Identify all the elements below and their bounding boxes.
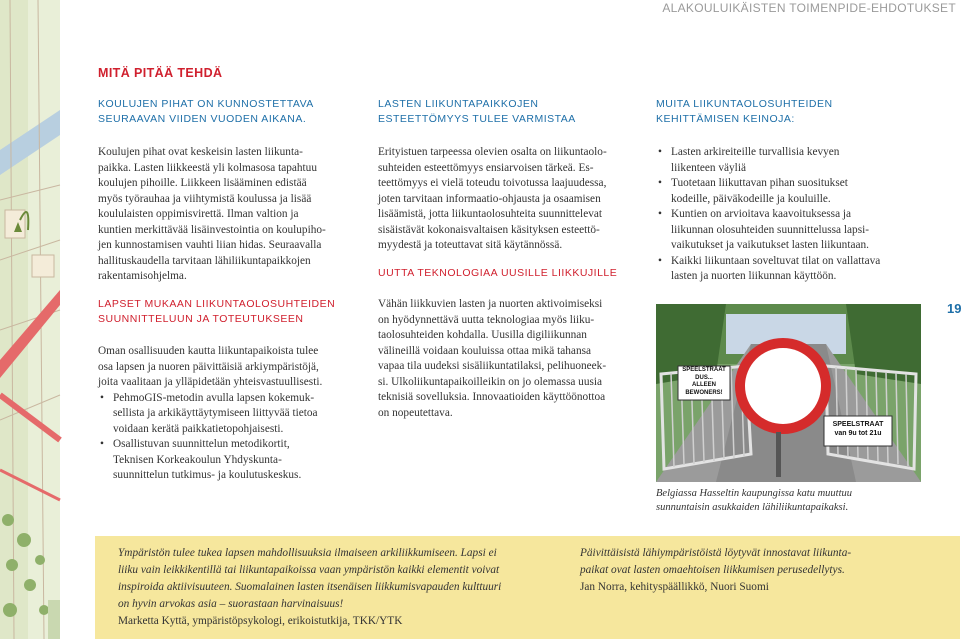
quote-norra: [580, 545, 851, 596]
bullet-line: Teknisen Korkeakoulun Yhdyskunta-: [113, 453, 282, 466]
body-line: teknisiä sovelluksia. Innovaatioiden käyttöönottoa: [378, 391, 606, 403]
bullet-line: liikunnan olosuhteiden suunnittelussa lapsi-: [671, 223, 869, 236]
caption-line: sunnuntaisin asukkaiden lähiliikuntapaikaksi.: [656, 501, 849, 513]
heading-line: LASTEN LIIKUNTAPAIKKOJEN: [378, 98, 539, 110]
col2-heading2: [378, 266, 617, 281]
quote-author: Jan Norra, kehityspäällikkö, Nuori Suomi: [580, 581, 769, 593]
heading-line: LAPSET MUKAAN LIIKUNTAOLOSUHTEIDEN: [98, 298, 336, 310]
body-line: on hyödynnettävä uutta teknologiaa myös liiku-: [378, 313, 595, 326]
body-line: Koulujen pihat ovat keskeisin lasten liikunta-: [98, 146, 303, 158]
col1-heading: [98, 97, 314, 127]
bullet-line: suunnittelun tutkimus- ja koulutuskeskus.: [113, 469, 302, 481]
col1-heading2: [98, 297, 335, 327]
body-line: teettömyys ei vielä toteudu toivotussa laajuudessa,: [378, 177, 607, 189]
col1-body: [98, 145, 326, 285]
sign-line: SPEELSTRAAT: [832, 421, 884, 428]
bullet-line: • Kuntien on arvioitava kaavoituksessa ja: [671, 208, 852, 220]
col2-body: [378, 145, 607, 254]
body-line: paikka. Lasten liikkeestä yli kolmasosa tapahtuu: [98, 161, 317, 174]
bullet-line: sellista ja arkikäyttäytymiseen liittyvää tietoa: [113, 407, 318, 419]
bullet-item: [98, 391, 322, 438]
sign-line: DUS...: [695, 374, 713, 381]
bullet-line: • Lasten arkireiteille turvallisia kevyen: [671, 146, 840, 158]
body-line: lisäämistä, jotta liikuntaolosuhteita suunnittelevat: [378, 208, 603, 220]
body-line: myös työrauhaa ja viihtymistä koulussa ja lisää: [98, 192, 312, 205]
bullet-item: [656, 176, 880, 207]
photo-caption: [656, 487, 852, 514]
body-line: myydestä ja toteuttavat sitä käytännössä.: [378, 239, 563, 251]
bullet-item: [656, 207, 880, 254]
bullet-line: liikenteen väyliä: [671, 161, 746, 174]
quote-line: inspiroida aktiivisuuteen. Suomalainen lasten itsenäisen liikkumisvapauden kulttuuri: [118, 581, 502, 593]
sign-line: van 9u tot 21u: [834, 430, 882, 437]
body-line: on nopeutettava.: [378, 406, 453, 419]
bullet-item: [98, 437, 322, 484]
body-line: taolosuhteiden kohdalla. Uusilla digiliikunnan: [378, 329, 587, 341]
body-line: hallituskaudella tarvitaan lähiliikuntapaikkojen: [98, 254, 311, 267]
bullet-line: • Kaikki liikuntaan soveltuvat tilat on vallattava: [671, 254, 881, 267]
quote-line: paikat ovat lasten omaehtoisen liikkumisen perusedellytys.: [580, 564, 845, 576]
col1-body2: [98, 344, 322, 484]
col3-bullet-list: [656, 145, 880, 285]
body-line: koululaisten oppimisvirettä. Ilman valtion ja: [98, 208, 299, 220]
caption-line: Belgiassa Hasseltin kaupungissa katu muuttuu: [656, 488, 852, 499]
heading-line: SUUNNITTELUUN JA TOTEUTUKSEEN: [98, 313, 304, 325]
col2-heading: [378, 97, 576, 127]
running-header: ALAKOULUIKÄISTEN TOIMENPIDE-EHDOTUKSET: [662, 1, 956, 15]
bullet-line: • Osallistuvan suunnittelun metodikortit,: [113, 438, 290, 450]
quote-author: Marketta Kyttä, ympäristöpsykologi, erikoistutkija, TKK/YTK: [118, 615, 403, 627]
section-title: MITÄ PITÄÄ TEHDÄ: [98, 66, 223, 80]
sign-line: SPEELSTRAAT: [682, 367, 726, 373]
col3-heading: [656, 97, 833, 127]
heading-line: KOULUJEN PIHAT ON KUNNOSTETTAVA: [98, 98, 314, 110]
photo-sign-left: [678, 367, 730, 397]
col3-bullets: [656, 145, 880, 285]
quote-kytta: [118, 545, 501, 630]
page-number: 19: [947, 301, 961, 316]
bullet-line: kodeille, päiväkodeille ja kouluille.: [671, 192, 831, 205]
map-illustration: [0, 0, 60, 639]
quote-line: Ympäristön tulee tukea lapsen mahdollisuuksia ilmaiseen arkiliikkumiseen. Lapsi ei: [118, 547, 497, 559]
bullet-line: • Tuotetaan liikuttavan pihan suositukset: [671, 177, 848, 189]
body-line: Oman osallisuuden kautta liikuntapaikoista tulee: [98, 345, 319, 357]
quote-line: on hyvin arvokas asia – suorastaan harvinaisuus!: [118, 598, 344, 610]
quote-line: Päivittäisistä lähiympäristöistä löytyvät innostavat liikunta-: [580, 547, 852, 559]
heading-line: KEHITTÄMISEN KEINOJA:: [656, 113, 795, 125]
quote-line: liiku vain leikkikentillä tai liikuntapaikoissa vaan ympäristön kaikki elementit voivat: [118, 564, 500, 576]
sign-line: ALLEEN BEWONERS!: [685, 382, 723, 396]
bullet-line: lasten ja nuorten liikunnan käyttöön.: [671, 270, 837, 282]
body-line: jen kunnostamisen vauhti liian hidas. Seuraavalla: [98, 239, 322, 251]
heading-line: ESTEETTÖMYYS TULEE VARMISTAA: [378, 113, 576, 125]
bullet-line: • PehmoGIS-metodin avulla lapsen kokemuk-: [113, 391, 315, 404]
bullet-item: [656, 145, 880, 176]
body-line: Vähän liikkuvien lasten ja nuorten aktivoimiseksi: [378, 298, 603, 310]
body-line: vapaa tila uudeksi sisäliikuntatilaksi, pelihuoneek-: [378, 360, 607, 372]
body-line: sisäistävät kokonaisvaltaisen käsityksen esteettö-: [378, 223, 600, 236]
col1-bullet-list: [98, 391, 322, 484]
body-line: joita vaalitaan ja ylläpidetään yhteisvastuullisesti.: [98, 376, 323, 388]
body-line: joten tarvitaan informaatio-ohjausta ja osaamisen: [378, 192, 601, 205]
heading-line: UUTTA TEKNOLOGIAA UUSILLE LIIKKUJILLE: [378, 267, 618, 279]
bullet-line: vaikutukset ja vaikutukset lasten liikuntaan.: [671, 239, 869, 251]
body-line: välineillä voidaan kouluissa ottaa mikä tahansa: [378, 344, 592, 357]
heading-line: MUITA LIIKUNTAOLOSUHTEIDEN: [656, 98, 833, 110]
heading-line: SEURAAVAN VIIDEN VUODEN AIKANA.: [98, 113, 307, 125]
bullet-line: voidaan kerätä paikkatietopohjaisesti.: [113, 422, 284, 435]
body-line: si. Ulkoliikuntapaikoilleikin on jo olemassa uusia: [378, 375, 603, 388]
col2-body2: [378, 297, 606, 421]
body-line: osa lapsen ja nuoren päivittäisiä arkiympäristöjä,: [98, 360, 319, 373]
body-line: suhteiden esteettömyys ensiarvoisen tärkeä. Es-: [378, 161, 594, 174]
body-line: Erityistuen tarpeessa olevien osalta on liikuntaolo-: [378, 146, 607, 158]
photo-sign-right: [824, 420, 892, 438]
body-line: koulujen pihoille. Liikkeen lisääminen edistää: [98, 177, 307, 189]
bullet-item: [656, 254, 880, 285]
body-line: rakentamisohjelma.: [98, 270, 187, 282]
body-line: kuntien merkittävää lisäinvestointia on koulupiho-: [98, 223, 326, 236]
